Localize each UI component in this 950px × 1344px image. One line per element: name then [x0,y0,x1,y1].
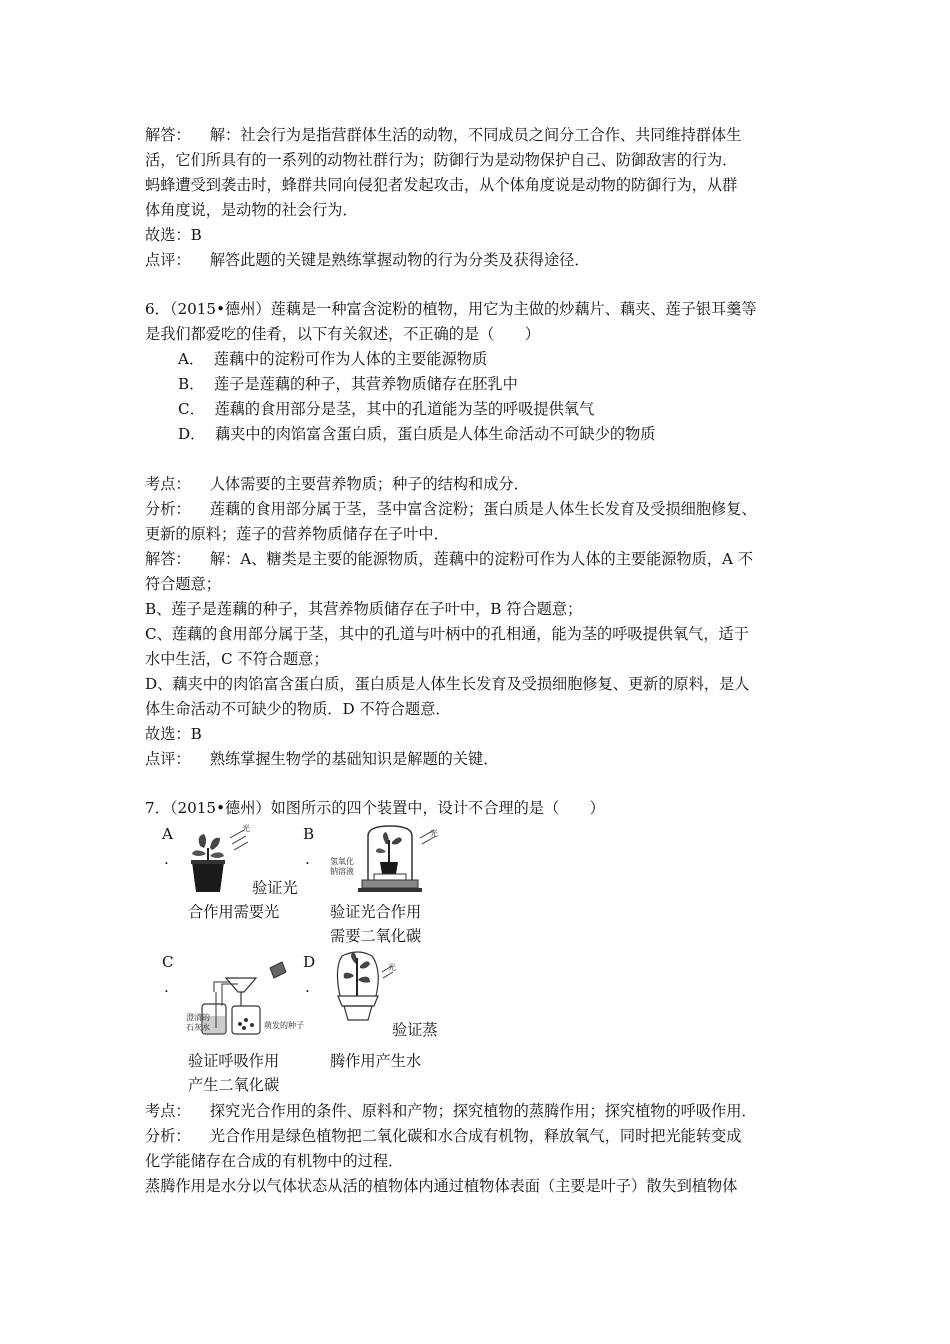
q7-option-c-caption-line-2: 产生二氧化碳 [188,1076,280,1094]
q5-answer-line-1: 解答： 解：社会行为是指营群体生活的动物，不同成员之间分工合作、共同维持群体生 [145,126,742,144]
q7-option-a-dot: . [164,850,169,868]
q7-option-a-caption-inline: 验证光 [252,879,298,897]
q6-stem-line-2: 是我们都爱吃的佳肴，以下有关叙述，不正确的是（ ） [145,325,540,343]
figure-b-bell-jar-with-naoh [330,822,445,900]
q7-option-d-dot: . [305,978,310,996]
q6-answer-line-5: 水中生活，C 不符合题意； [145,650,329,668]
q6-option-c: C． 莲藕的食用部分是茎，其中的孔道能为茎的呼吸提供氧气 [178,400,595,418]
q6-answer-line-7: 体生命活动不可缺少的物质．D 不符合题意． [145,700,451,718]
q7-option-b-dot: . [305,850,310,868]
q6-answer-line-6: D、藕夹中的肉馅富含蛋白质，蛋白质是人体生长发育及受损细胞修复、更新的原料，是人 [145,675,750,693]
q6-stem-line-1: 6．（2015•德州）莲藕是一种富含淀粉的植物，用它为主做的炒藕片、藕夹、莲子银耳羹等 [145,300,757,318]
q6-answer-line-3: B、莲子是莲藕的种子，其营养物质储存在子叶中，B 符合题意； [145,600,583,618]
q6-answer-line-1: 解答： 解：A、糖类是主要的能源物质，莲藕中的淀粉可作为人体的主要能源物质，A 不 [145,550,754,568]
q7-tail-line: 蒸腾作用是水分以气体状态从活的植物体内通过植物体表面（主要是叶子）散失到植物体 [145,1177,738,1195]
figure-c-seeds-and-limewater [186,958,306,1038]
q6-analysis-line-2: 更新的原料；莲子的营养物质储存在子叶中． [145,525,449,543]
figure-b-naoh-label-2: 钠溶液 [330,867,354,876]
q7-option-b-caption-line-1: 验证光合作用 [330,903,422,921]
q7-option-d-letter: D [303,953,316,971]
q7-analysis-line-2: 化学能储存在合成的有机物中的过程． [145,1152,404,1170]
q6-option-d: D． 藕夹中的肉馅富含蛋白质，蛋白质是人体生命活动不可缺少的物质 [178,425,656,443]
q5-answer-line-2: 活，它们所具有的一系列的动物社群行为；防御行为是动物保护自己、防御敌害的行为． [145,151,738,169]
figure-c-limewater-label-1: 澄清的 [186,1013,210,1022]
q7-option-a-caption: 合作用需要光 [188,903,280,921]
q6-answer-line-2: 符合题意； [145,575,221,593]
q7-option-a-letter: A [162,825,173,843]
figure-d-light-label: 光 [388,963,396,972]
q7-analysis-line-1: 分析： 光合作用是绿色植物把二氧化碳和水合成有机物，释放氧气，同时把光能转变成 [145,1127,742,1145]
q7-option-b-caption-line-2: 需要二氧化碳 [330,927,422,945]
q7-option-d-caption-inline: 验证蒸 [392,1021,438,1039]
q7-option-c-dot: . [164,978,169,996]
q7-option-b-letter: B [303,825,315,843]
q5-answer-line-4: 体角度说，是动物的社会行为． [145,201,358,219]
q5-answer-line-3: 蚂蜂遭受到袭击时，蜂群共同向侵犯者发起攻击，从个体角度说是动物的防御行为，从群 [145,176,738,194]
q7-option-d-caption: 腾作用产生水 [330,1052,422,1070]
figure-c-limewater-label-2: 石灰水 [186,1023,210,1032]
figure-b-light-label: 光 [430,829,438,838]
figure-c-seeds-label: 萌发的种子 [264,1021,304,1030]
q6-option-a: A． 莲藕中的淀粉可作为人体的主要能源物质 [178,350,488,368]
q6-point: 考点： 人体需要的主要营养物质；种子的结构和成分． [145,475,529,493]
q6-answer-line-4: C、莲藕的食用部分属于茎，其中的孔道与叶柄中的孔相通，能为茎的呼吸提供氧气，适于 [145,625,749,643]
q7-stem: 7．（2015•德州）如图所示的四个装置中，设计不合理的是（ ） [145,799,605,817]
q5-choice: 故选：B [145,226,202,244]
figure-d-plant-in-bag [330,948,398,1026]
figure-a-potted-plant-in-light [186,824,256,896]
figure-b-naoh-label-1: 氢氧化 [330,857,354,866]
q5-comment: 点评： 解答此题的关键是熟练掌握动物的行为分类及获得途径． [145,251,590,269]
q6-option-b: B． 莲子是莲藕的种子，其营养物质储存在胚乳中 [178,375,518,393]
q6-choice: 故选：B [145,725,202,743]
q6-analysis-line-1: 分析： 莲藕的食用部分属于茎，茎中富含淀粉；蛋白质是人体生长发育及受损细胞修复、 [145,500,757,518]
q7-option-c-letter: C [162,953,174,971]
q7-option-c-caption-line-1: 验证呼吸作用 [188,1052,280,1070]
q7-point: 考点： 探究光合作用的条件、原料和产物；探究植物的蒸腾作用；探究植物的呼吸作用． [145,1102,757,1120]
figure-a-light-label: 光 [242,824,250,833]
q6-comment: 点评： 熟练掌握生物学的基础知识是解题的关键． [145,750,499,768]
